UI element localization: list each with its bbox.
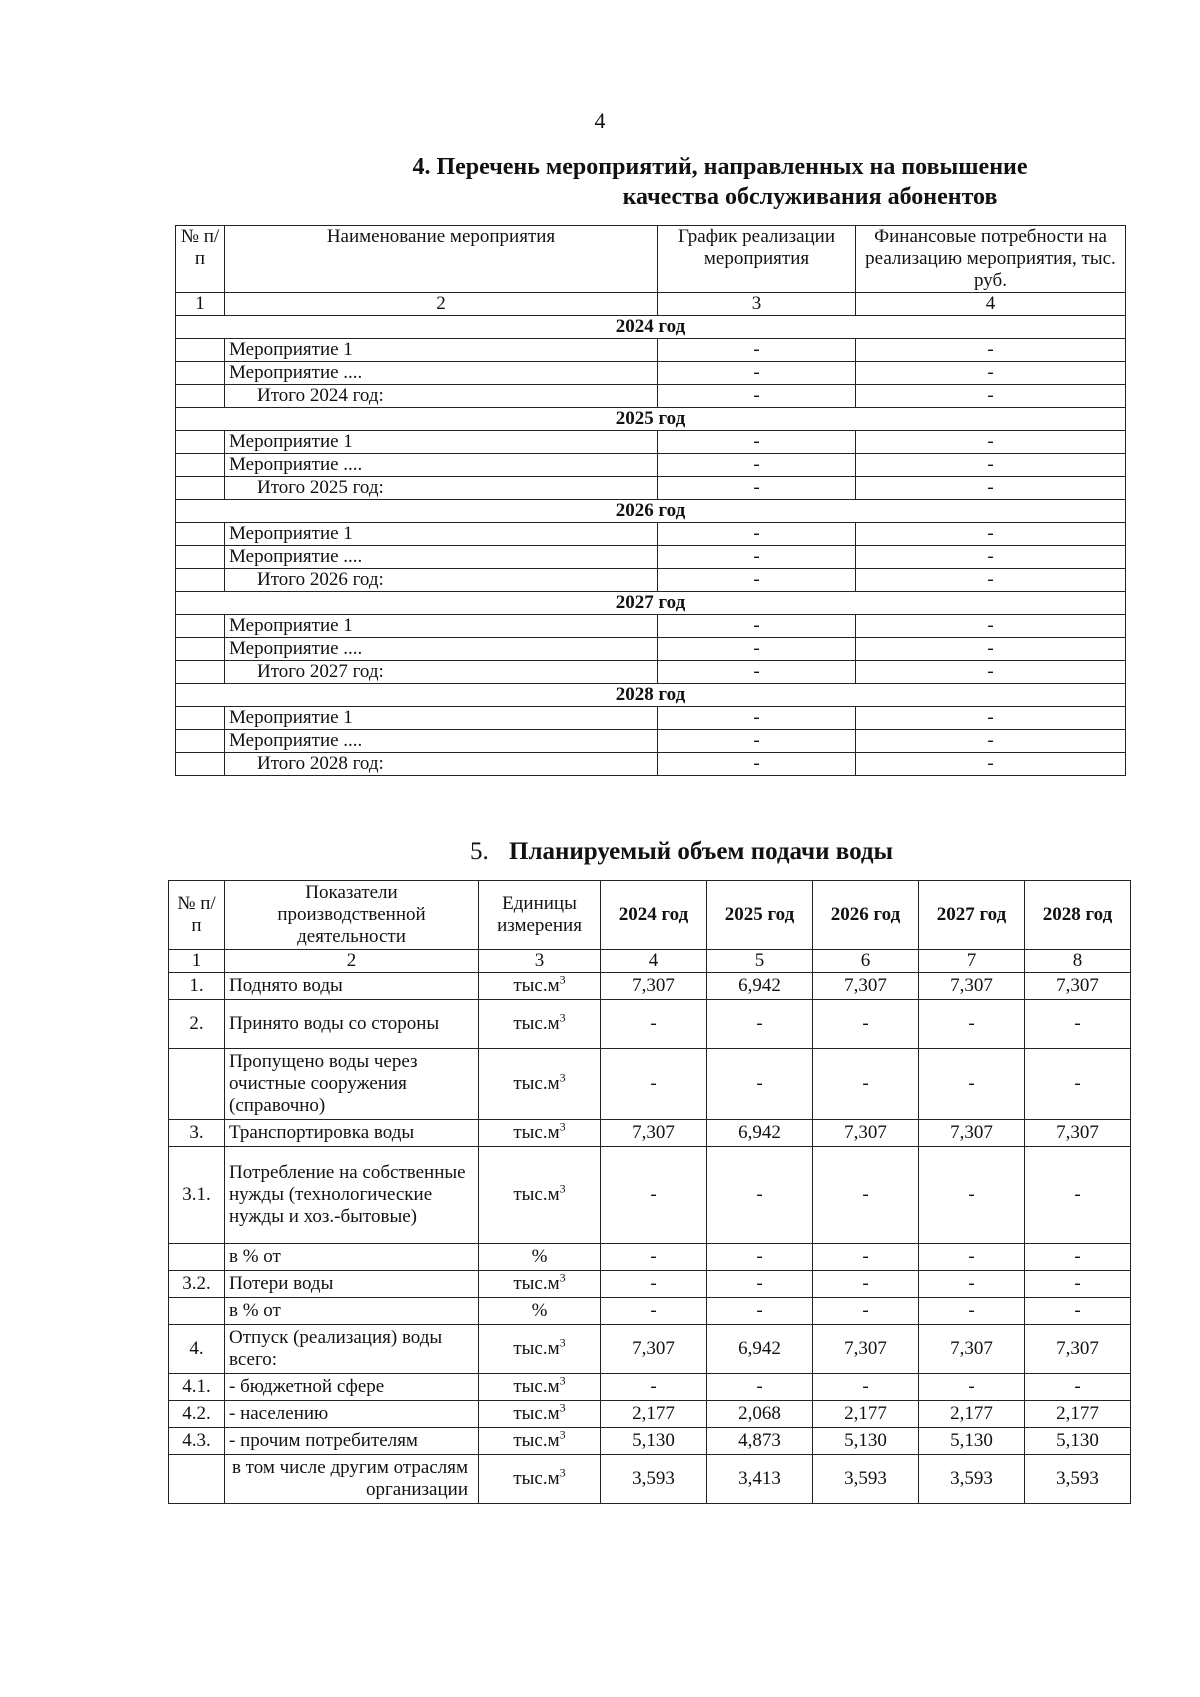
value-cell: - [1025, 1244, 1131, 1271]
value-cell: 7,307 [1025, 1120, 1131, 1147]
schedule-cell: - [658, 523, 856, 546]
header-cell: Единицы измерения [479, 881, 601, 950]
unit-exponent: 3 [559, 1010, 566, 1025]
value-cell: - [601, 1374, 707, 1401]
column-number-cell: 7 [919, 950, 1025, 973]
year-row [176, 684, 1126, 707]
table-row [176, 339, 1126, 362]
value-cell: 2,177 [813, 1401, 919, 1428]
value-cell: - [919, 1000, 1025, 1049]
value-cell: 3,413 [707, 1455, 813, 1504]
unit-cell: % [479, 1244, 601, 1271]
unit-exponent: 3 [559, 1427, 566, 1442]
row-number-cell [176, 569, 225, 592]
year-row [176, 592, 1126, 615]
finance-cell: - [856, 569, 1126, 592]
value-cell: - [707, 1271, 813, 1298]
total-label: Итого 2024 год: [225, 385, 658, 408]
value-cell: 2,177 [919, 1401, 1025, 1428]
year-row [176, 316, 1126, 339]
schedule-cell: - [658, 638, 856, 661]
table-row [169, 1000, 1131, 1049]
row-number-cell: 2. [169, 1000, 225, 1049]
row-number-cell [176, 638, 225, 661]
page-number: 4 [594, 108, 606, 133]
value-cell: - [707, 1147, 813, 1244]
value-cell: - [813, 1298, 919, 1325]
table-row [169, 1428, 1131, 1455]
value-cell: 7,307 [813, 1325, 919, 1374]
header-cell: 2026 год [813, 881, 919, 950]
indicator-name: - населению [225, 1401, 479, 1428]
schedule-cell: - [658, 385, 856, 408]
value-cell: - [919, 1271, 1025, 1298]
unit-exponent: 3 [559, 1373, 566, 1388]
value-cell: - [813, 1049, 919, 1120]
measure-name: Мероприятие 1 [225, 339, 658, 362]
value-cell: 3,593 [919, 1455, 1025, 1504]
section4-title-line2: качества обслуживания абонентов [622, 184, 998, 210]
value-cell: - [1025, 1298, 1131, 1325]
value-cell: - [813, 1000, 919, 1049]
total-label: Итого 2025 год: [225, 477, 658, 500]
table-row [169, 1147, 1131, 1244]
total-label: Итого 2028 год: [225, 753, 658, 776]
value-cell: 3,593 [1025, 1455, 1131, 1504]
finance-cell: - [856, 477, 1126, 500]
unit-cell [479, 1120, 601, 1147]
value-cell: 5,130 [601, 1428, 707, 1455]
value-cell: 6,942 [707, 1120, 813, 1147]
table-header-row [169, 881, 1131, 950]
value-cell: 7,307 [813, 973, 919, 1000]
row-number-cell [169, 1049, 225, 1120]
value-cell: 5,130 [1025, 1428, 1131, 1455]
year-label: 2024 год [176, 316, 1126, 339]
indicator-name: Потери воды [225, 1271, 479, 1298]
unit-cell [479, 1455, 601, 1504]
measure-name: Мероприятие .... [225, 638, 658, 661]
value-cell: - [919, 1049, 1025, 1120]
row-number-cell [176, 615, 225, 638]
schedule-cell: - [658, 454, 856, 477]
value-cell: 6,942 [707, 1325, 813, 1374]
schedule-cell: - [658, 753, 856, 776]
schedule-cell: - [658, 431, 856, 454]
row-number-cell [176, 431, 225, 454]
total-label: Итого 2026 год: [225, 569, 658, 592]
indicator-name: Поднято воды [225, 973, 479, 1000]
unit-cell [479, 1000, 601, 1049]
column-number-cell: 3 [479, 950, 601, 973]
value-cell: 7,307 [601, 973, 707, 1000]
measure-name: Мероприятие .... [225, 454, 658, 477]
schedule-cell: - [658, 546, 856, 569]
table-row [169, 1298, 1131, 1325]
value-cell: - [1025, 1000, 1131, 1049]
table-row [169, 1401, 1131, 1428]
value-cell: 2,177 [1025, 1401, 1131, 1428]
unit-exponent: 3 [559, 1181, 566, 1196]
indicator-name: Принято воды со стороны [225, 1000, 479, 1049]
section4-title [340, 152, 1100, 212]
column-number-cell: 2 [225, 293, 658, 316]
measure-name: Мероприятие 1 [225, 707, 658, 730]
unit-cell [479, 1401, 601, 1428]
finance-cell: - [856, 661, 1126, 684]
value-cell: 2,177 [601, 1401, 707, 1428]
row-number-cell [169, 1244, 225, 1271]
unit-base: тыс.м [513, 1273, 560, 1294]
unit-cell [479, 973, 601, 1000]
value-cell: - [707, 1000, 813, 1049]
unit-base: тыс.м [513, 1430, 560, 1451]
finance-cell: - [856, 638, 1126, 661]
header-cell: № п/п [169, 881, 225, 950]
unit-base: тыс.м [513, 1184, 560, 1205]
table-row [169, 1455, 1131, 1504]
unit-base: тыс.м [513, 1468, 560, 1489]
value-cell: 5,130 [813, 1428, 919, 1455]
value-cell: 7,307 [601, 1120, 707, 1147]
row-number-cell: 4.3. [169, 1428, 225, 1455]
unit-base: тыс.м [513, 1122, 560, 1143]
schedule-cell: - [658, 339, 856, 362]
value-cell: - [919, 1298, 1025, 1325]
year-row [176, 500, 1126, 523]
value-cell: - [919, 1244, 1025, 1271]
finance-cell: - [856, 362, 1126, 385]
row-number-cell: 4.2. [169, 1401, 225, 1428]
table-header-row [176, 226, 1126, 293]
header-cell: Показатели производственной деятельности [225, 881, 479, 950]
row-number-cell [176, 546, 225, 569]
unit-cell [479, 1271, 601, 1298]
row-number-cell [176, 454, 225, 477]
indicator-name: Транспортировка воды [225, 1120, 479, 1147]
unit-cell: % [479, 1298, 601, 1325]
value-cell: 2,068 [707, 1401, 813, 1428]
column-number-cell: 4 [601, 950, 707, 973]
header-cell: График реализации мероприятия [658, 226, 856, 293]
section5-number: 5. [470, 838, 489, 865]
value-cell: - [1025, 1374, 1131, 1401]
measure-name: Мероприятие .... [225, 546, 658, 569]
header-cell: Наименование мероприятия [225, 226, 658, 293]
row-number-cell [169, 1455, 225, 1504]
unit-exponent: 3 [559, 1335, 566, 1350]
finance-cell: - [856, 730, 1126, 753]
value-cell: - [813, 1271, 919, 1298]
schedule-cell: - [658, 477, 856, 500]
table-row [176, 730, 1126, 753]
measure-name: Мероприятие 1 [225, 523, 658, 546]
unit-cell [479, 1049, 601, 1120]
table-row [169, 1120, 1131, 1147]
table-row [176, 431, 1126, 454]
measure-name: Мероприятие 1 [225, 431, 658, 454]
value-cell: - [707, 1374, 813, 1401]
water-supply-table [168, 880, 1131, 1504]
row-number-cell [176, 523, 225, 546]
value-cell: - [813, 1374, 919, 1401]
row-number-cell: 4.1. [169, 1374, 225, 1401]
column-number-cell: 2 [225, 950, 479, 973]
table-row [176, 454, 1126, 477]
value-cell: 3,593 [813, 1455, 919, 1504]
indicator-name: - бюджетной сфере [225, 1374, 479, 1401]
unit-base: тыс.м [513, 1073, 560, 1094]
column-number-row [176, 293, 1126, 316]
row-number-cell [176, 661, 225, 684]
value-cell: 7,307 [919, 1325, 1025, 1374]
row-number-cell: 3.1. [169, 1147, 225, 1244]
table-row [176, 385, 1126, 408]
unit-cell [479, 1147, 601, 1244]
table-row [176, 615, 1126, 638]
value-cell: - [707, 1049, 813, 1120]
table-row [176, 477, 1126, 500]
value-cell: 7,307 [1025, 973, 1131, 1000]
value-cell: - [601, 1271, 707, 1298]
table-row [176, 569, 1126, 592]
value-cell: 7,307 [601, 1325, 707, 1374]
value-cell: - [919, 1374, 1025, 1401]
header-cell: 2024 год [601, 881, 707, 950]
finance-cell: - [856, 339, 1126, 362]
schedule-cell: - [658, 615, 856, 638]
value-cell: 7,307 [813, 1120, 919, 1147]
schedule-cell: - [658, 362, 856, 385]
value-cell: - [601, 1298, 707, 1325]
unit-cell [479, 1428, 601, 1455]
row-number-cell [176, 753, 225, 776]
finance-cell: - [856, 454, 1126, 477]
unit-exponent: 3 [559, 1070, 566, 1085]
unit-cell [479, 1325, 601, 1374]
value-cell: - [919, 1147, 1025, 1244]
measure-name: Мероприятие .... [225, 730, 658, 753]
column-number-cell: 6 [813, 950, 919, 973]
table-row [169, 1244, 1131, 1271]
row-number-cell [176, 362, 225, 385]
unit-cell [479, 1374, 601, 1401]
unit-base: тыс.м [513, 975, 560, 996]
unit-base: тыс.м [513, 1013, 560, 1034]
indicator-name: Отпуск (реализация) воды всего: [225, 1325, 479, 1374]
measure-name: Мероприятие .... [225, 362, 658, 385]
row-number-cell: 3.2. [169, 1271, 225, 1298]
row-number-cell [176, 707, 225, 730]
unit-exponent: 3 [559, 1400, 566, 1415]
unit-exponent: 3 [559, 1270, 566, 1285]
column-number-cell: 5 [707, 950, 813, 973]
schedule-cell: - [658, 707, 856, 730]
unit-base: тыс.м [513, 1403, 560, 1424]
value-cell: - [1025, 1271, 1131, 1298]
measure-name: Мероприятие 1 [225, 615, 658, 638]
year-row [176, 408, 1126, 431]
indicator-name: в том числе другим отраслям организации [225, 1455, 479, 1504]
indicator-name: Потребление на собственные нужды (технологические нужды и хоз.-бытовые) [225, 1147, 479, 1244]
column-number-cell: 4 [856, 293, 1126, 316]
value-cell: - [601, 1147, 707, 1244]
table-row [176, 638, 1126, 661]
unit-base: тыс.м [513, 1376, 560, 1397]
table-row [176, 546, 1126, 569]
row-number-cell: 3. [169, 1120, 225, 1147]
value-cell: 3,593 [601, 1455, 707, 1504]
value-cell: 7,307 [1025, 1325, 1131, 1374]
section5-title-text: Планируемый объем подачи воды [509, 838, 894, 865]
table-row [169, 1049, 1131, 1120]
row-number-cell: 1. [169, 973, 225, 1000]
table-row [169, 973, 1131, 1000]
table-row [169, 1325, 1131, 1374]
header-cell: № п/п [176, 226, 225, 293]
section4-number: 4. [412, 154, 431, 180]
value-cell: 7,307 [919, 973, 1025, 1000]
finance-cell: - [856, 707, 1126, 730]
value-cell: - [601, 1000, 707, 1049]
value-cell: - [707, 1298, 813, 1325]
column-number-cell: 3 [658, 293, 856, 316]
finance-cell: - [856, 546, 1126, 569]
header-cell: 2027 год [919, 881, 1025, 950]
indicator-name: в % от [225, 1298, 479, 1325]
value-cell: - [1025, 1049, 1131, 1120]
value-cell: - [707, 1244, 813, 1271]
table-row [169, 1271, 1131, 1298]
table-row [176, 707, 1126, 730]
table-row [176, 753, 1126, 776]
section5-title [470, 838, 1070, 866]
unit-exponent: 3 [559, 1119, 566, 1134]
section4-title-line1: Перечень мероприятий, направленных на повышение [436, 154, 1028, 180]
header-cell: 2028 год [1025, 881, 1131, 950]
finance-cell: - [856, 753, 1126, 776]
row-number-cell [176, 385, 225, 408]
table-row [176, 523, 1126, 546]
table-row [176, 362, 1126, 385]
table-row [169, 1374, 1131, 1401]
indicator-name: Пропущено воды через очистные сооружения (справочно) [225, 1049, 479, 1120]
column-number-cell: 8 [1025, 950, 1131, 973]
year-label: 2025 год [176, 408, 1126, 431]
value-cell: 7,307 [919, 1120, 1025, 1147]
value-cell: - [601, 1244, 707, 1271]
schedule-cell: - [658, 569, 856, 592]
total-label: Итого 2027 год: [225, 661, 658, 684]
column-number-cell: 1 [176, 293, 225, 316]
indicator-name: - прочим потребителям [225, 1428, 479, 1455]
value-cell: 6,942 [707, 973, 813, 1000]
column-number-row [169, 950, 1131, 973]
indicator-name: в % от [225, 1244, 479, 1271]
row-number-cell [176, 339, 225, 362]
unit-exponent: 3 [559, 972, 566, 987]
column-number-cell: 1 [169, 950, 225, 973]
measures-table [175, 225, 1126, 776]
row-number-cell [176, 477, 225, 500]
row-number-cell [169, 1298, 225, 1325]
value-cell: - [813, 1147, 919, 1244]
finance-cell: - [856, 523, 1126, 546]
row-number-cell [176, 730, 225, 753]
finance-cell: - [856, 615, 1126, 638]
value-cell: 4,873 [707, 1428, 813, 1455]
finance-cell: - [856, 385, 1126, 408]
header-cell: Финансовые потребности на реализацию мероприятия, тыс. руб. [856, 226, 1126, 293]
schedule-cell: - [658, 661, 856, 684]
finance-cell: - [856, 431, 1126, 454]
year-label: 2027 год [176, 592, 1126, 615]
table-row [176, 661, 1126, 684]
header-cell: 2025 год [707, 881, 813, 950]
value-cell: - [601, 1049, 707, 1120]
value-cell: - [813, 1244, 919, 1271]
year-label: 2026 год [176, 500, 1126, 523]
value-cell: - [1025, 1147, 1131, 1244]
unit-base: тыс.м [513, 1338, 560, 1359]
value-cell: 5,130 [919, 1428, 1025, 1455]
unit-exponent: 3 [559, 1465, 566, 1480]
year-label: 2028 год [176, 684, 1126, 707]
row-number-cell: 4. [169, 1325, 225, 1374]
schedule-cell: - [658, 730, 856, 753]
